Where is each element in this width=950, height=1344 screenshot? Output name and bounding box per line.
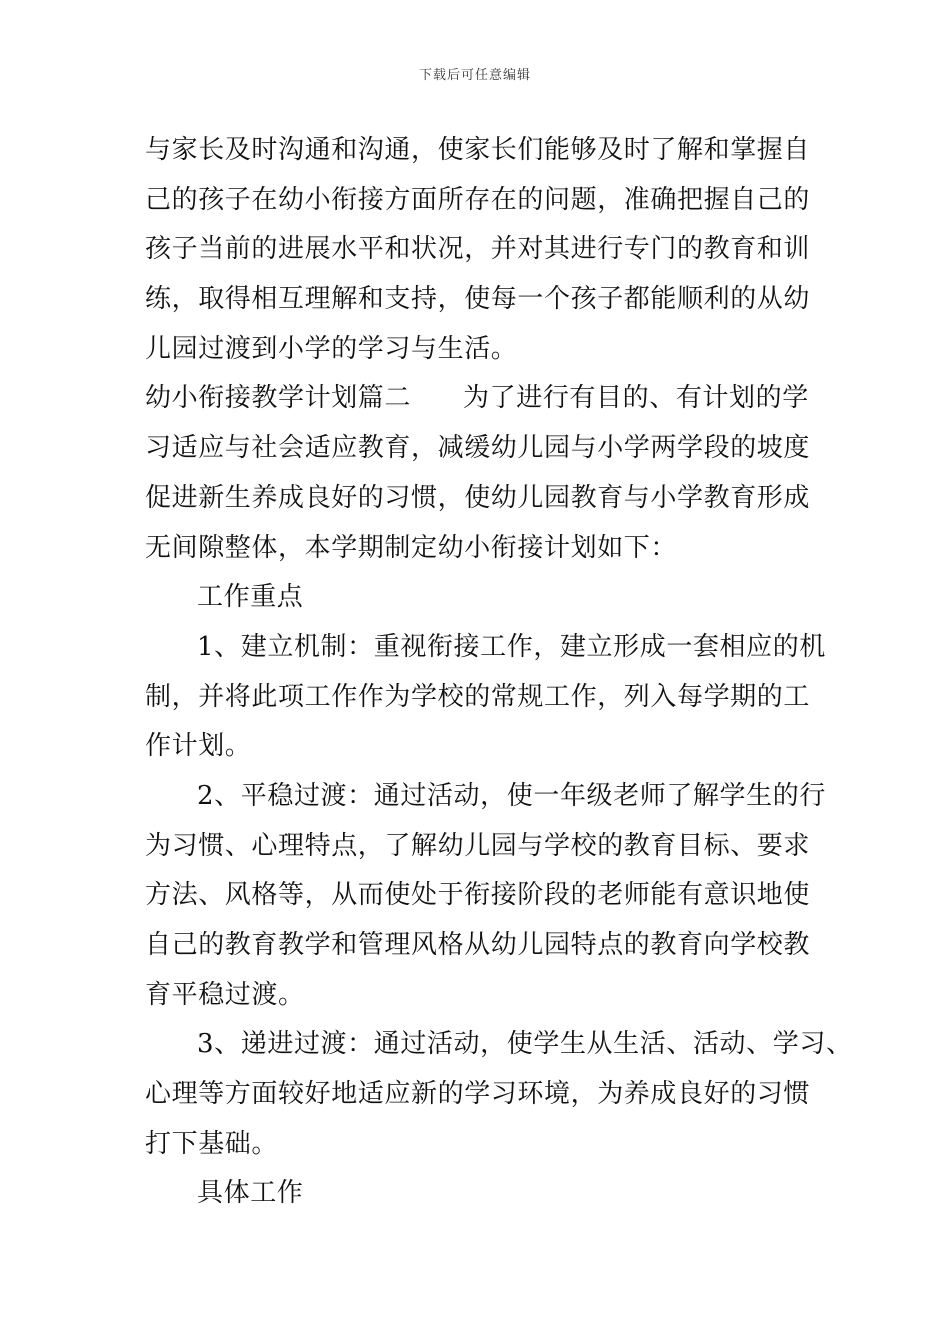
text-line: 作计划。 [145, 731, 252, 762]
page-header: 下载后可任意编辑 [418, 68, 531, 83]
text-line: 为习惯、心理特点，了解幼儿园与学校的教育目标、要求 [145, 830, 811, 861]
section-intro-start: 为了进行有目的、有计划的学 [463, 383, 809, 414]
document-body [145, 126, 853, 1219]
text-line: 儿园过渡到小学的学习与生活。 [145, 333, 518, 364]
section-title: 幼小衔接教学计划篇二 [145, 383, 412, 414]
text-line: 无间隙整体，本学期制定幼小衔接计划如下： [145, 532, 678, 563]
subheading-work-focus: 工作重点 [197, 582, 304, 613]
text-line: 习适应与社会适应教育，减缓幼儿园与小学两学段的坡度 [145, 433, 811, 464]
text-line: 练，取得相互理解和支持，使每一个孩子都能顺利的从幼 [145, 284, 811, 315]
text-line: 育平稳过渡。 [145, 979, 305, 1010]
section-title-line [145, 374, 810, 424]
subheading-specific-work: 具体工作 [197, 1178, 304, 1209]
text-line: 打下基础。 [145, 1128, 279, 1159]
text-line: 自己的教育教学和管理风格从幼儿园特点的教育向学校教 [145, 930, 811, 960]
text-line: 己的孩子在幼小衔接方面所存在的问题，准确把握自己的 [145, 184, 811, 215]
text-line: 3、递进过渡：通过活动，使学生从生活、活动、学习、 [197, 1029, 853, 1060]
text-line: 促进新生养成良好的习惯，使幼儿园教育与小学教育形成 [145, 482, 811, 513]
text-line: 方法、风格等，从而使处于衔接阶段的老师能有意识地使 [145, 880, 811, 911]
text-line: 制，并将此项工作作为学校的常规工作，列入每学期的工 [145, 681, 811, 712]
text-line: 心理等方面较好地适应新的学习环境，为养成良好的习惯 [145, 1079, 811, 1110]
text-line: 2、平稳过渡：通过活动，使一年级老师了解学生的行 [197, 780, 826, 811]
text-line: 1、建立机制：重视衔接工作，建立形成一套相应的机 [197, 631, 826, 662]
text-line: 与家长及时沟通和沟通，使家长们能够及时了解和掌握自 [145, 135, 811, 165]
text-line: 孩子当前的进展水平和状况，并对其进行专门的教育和训 [145, 234, 811, 265]
